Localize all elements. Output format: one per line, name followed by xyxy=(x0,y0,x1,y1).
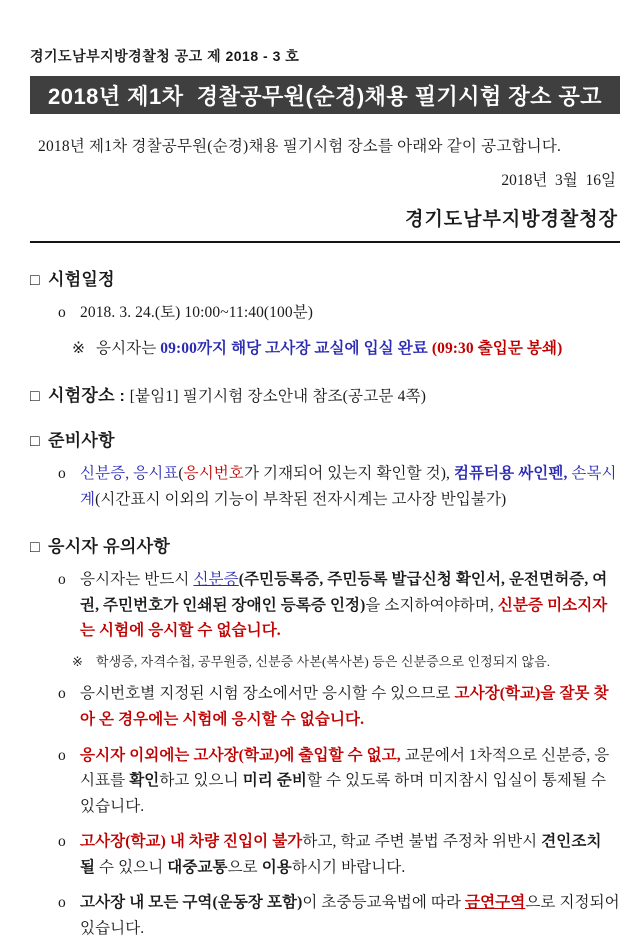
text-run: 응시번호별 지정된 시험 장소에서만 응시할 수 있으므로 xyxy=(80,685,455,703)
section-exam-schedule xyxy=(30,265,620,361)
title-banner xyxy=(30,76,620,114)
text-run: 할 수 있도록 하며 미지참시 입실이 통제될 수 있습니다. xyxy=(80,772,611,815)
text-run: 응시자는 반드시 xyxy=(80,571,194,589)
text-run: 확인 xyxy=(129,772,160,790)
text-run: 신분증, 응시표 xyxy=(80,465,179,483)
list-item xyxy=(58,829,620,880)
text-run: 2018. 3. 24.(토) 10:00~11:40(100분) xyxy=(80,304,314,321)
text-run: 금연구역 xyxy=(465,894,526,912)
text-run: 컴퓨터용 싸인펜, xyxy=(453,465,572,483)
text-run: 하고 있으니 xyxy=(159,772,243,790)
bullet-marker: o xyxy=(58,571,66,589)
section-title: 시험일정 xyxy=(47,270,115,289)
section-preparation xyxy=(30,426,620,512)
text-run: 미리 준비 xyxy=(242,772,307,790)
bullet-marker: o xyxy=(58,833,66,851)
text-run: 을 소지하여야하며, xyxy=(365,596,498,614)
section-heading xyxy=(30,265,620,290)
list-item xyxy=(58,567,620,644)
signer-name: 경기도남부지방경찰청장 xyxy=(405,209,618,230)
page-title: 2018년 제1차 경찰공무원(순경)채용 필기시험 장소 공고 xyxy=(47,83,603,109)
text-run: : xyxy=(114,388,130,406)
text-run: 하고, 학교 주변 불법 주정차 위반시 xyxy=(302,833,542,851)
text-run: 고사장(학교) 내 차량 진입이 불가 xyxy=(80,833,303,851)
list-item xyxy=(72,336,620,362)
bullet-marker: o xyxy=(58,894,66,912)
bullet-marker: o xyxy=(58,685,66,703)
list-item xyxy=(72,652,620,672)
text-run: (09:30 출입문 봉쇄) xyxy=(431,339,563,357)
list-item xyxy=(58,890,624,941)
list-item xyxy=(58,743,620,820)
section-title: 준비사항 xyxy=(47,431,115,451)
item-text xyxy=(80,681,620,732)
bullet-marker: o xyxy=(58,746,66,764)
text-run: 으로 지정되어 있습니다. xyxy=(80,894,624,937)
item-text xyxy=(80,300,620,326)
text-run: 가 기재되어 있는지 확인할 것), xyxy=(243,465,454,483)
text-run: 하시기 바랍니다. xyxy=(291,858,406,876)
text-run: 이용 xyxy=(261,858,292,876)
bullet-marker: o xyxy=(58,465,66,483)
item-text xyxy=(80,743,620,820)
list-item xyxy=(58,681,620,732)
text-run: 고사장(학교)을 잘못 찾아 온 경우에는 시험에 응시할 수 없습니다. xyxy=(80,685,609,728)
text-run: 09:00까지 해당 고사장 교실에 입실 완료 xyxy=(160,339,432,357)
section-applicant-notes xyxy=(30,532,624,941)
intro-paragraph: 2018년 제1차 경찰공무원(순경)채용 필기시험 장소를 아래와 같이 공고합니다. xyxy=(38,138,562,155)
divider xyxy=(30,241,620,243)
text-run: 신분증 xyxy=(193,571,239,589)
text-run: 신분증 미소지자는 시험에 응시할 수 없습니다. xyxy=(80,596,608,640)
text-run: 응시자는 xyxy=(96,339,161,357)
text-run: 손목시계 xyxy=(80,465,617,508)
square-bullet-icon: □ xyxy=(30,388,40,406)
note-marker: ※ xyxy=(72,653,83,669)
text-run: (시간표시 이외의 기능이 부착된 전자시계는 고사장 반입불가) xyxy=(95,490,507,508)
item-text xyxy=(80,567,620,644)
announcement-date: 2018년 3월 16일 xyxy=(501,172,616,189)
item-text xyxy=(96,336,620,362)
sections-container xyxy=(30,265,624,942)
item-text xyxy=(80,890,624,941)
text-run: 대중교통 xyxy=(167,858,228,876)
bullet-marker: o xyxy=(58,304,66,321)
notice-number: 경기도남부지방경찰청 공고 제 2018 - 3 호 xyxy=(30,48,300,64)
note-marker: ※ xyxy=(72,339,85,357)
text-run: 이 초중등교육법에 따라 xyxy=(302,894,466,912)
text-run: 으로 xyxy=(227,858,262,876)
text-run: 견인조치 될 xyxy=(80,833,606,876)
item-text xyxy=(80,461,620,512)
section-heading-inline xyxy=(115,388,426,405)
section-title: 시험장소 xyxy=(47,386,115,406)
section-exam-location xyxy=(30,381,620,406)
square-bullet-icon: □ xyxy=(30,539,40,557)
section-heading xyxy=(30,426,620,451)
text-run: ( xyxy=(178,465,184,483)
text-run: [붙임1] 필기시험 장소안내 참조(공고문 4쪽) xyxy=(129,388,427,406)
text-run: 수 있으니 xyxy=(95,858,168,876)
list-item xyxy=(58,461,620,512)
square-bullet-icon: □ xyxy=(30,272,40,289)
section-title: 응시자 유의사항 xyxy=(47,537,171,557)
text-run: 응시번호 xyxy=(183,465,244,483)
text-run: 응시자 이외에는 고사장(학교)에 출입할 수 없고, xyxy=(80,746,405,764)
text-run: 고사장 내 모든 구역(운동장 포함) xyxy=(80,894,303,912)
text-run: 학생증, 자격수첩, 공무원증, 신분증 사본(복사본) 등은 신분증으로 인정되지 않음. xyxy=(96,653,551,669)
text-run: 교문에서 1차적으로 신분증, 응시표를 xyxy=(80,746,610,790)
section-heading xyxy=(30,532,620,557)
item-text xyxy=(96,652,620,672)
list-item xyxy=(58,300,620,326)
item-text xyxy=(80,829,620,880)
section-heading xyxy=(30,381,620,406)
square-bullet-icon: □ xyxy=(30,433,40,451)
text-run: (주민등록증, 주민등록 발급신청 확인서, 운전면허증, 여권, 주민번호가 인쇄된 장애인 등록증 인정) xyxy=(80,571,608,614)
